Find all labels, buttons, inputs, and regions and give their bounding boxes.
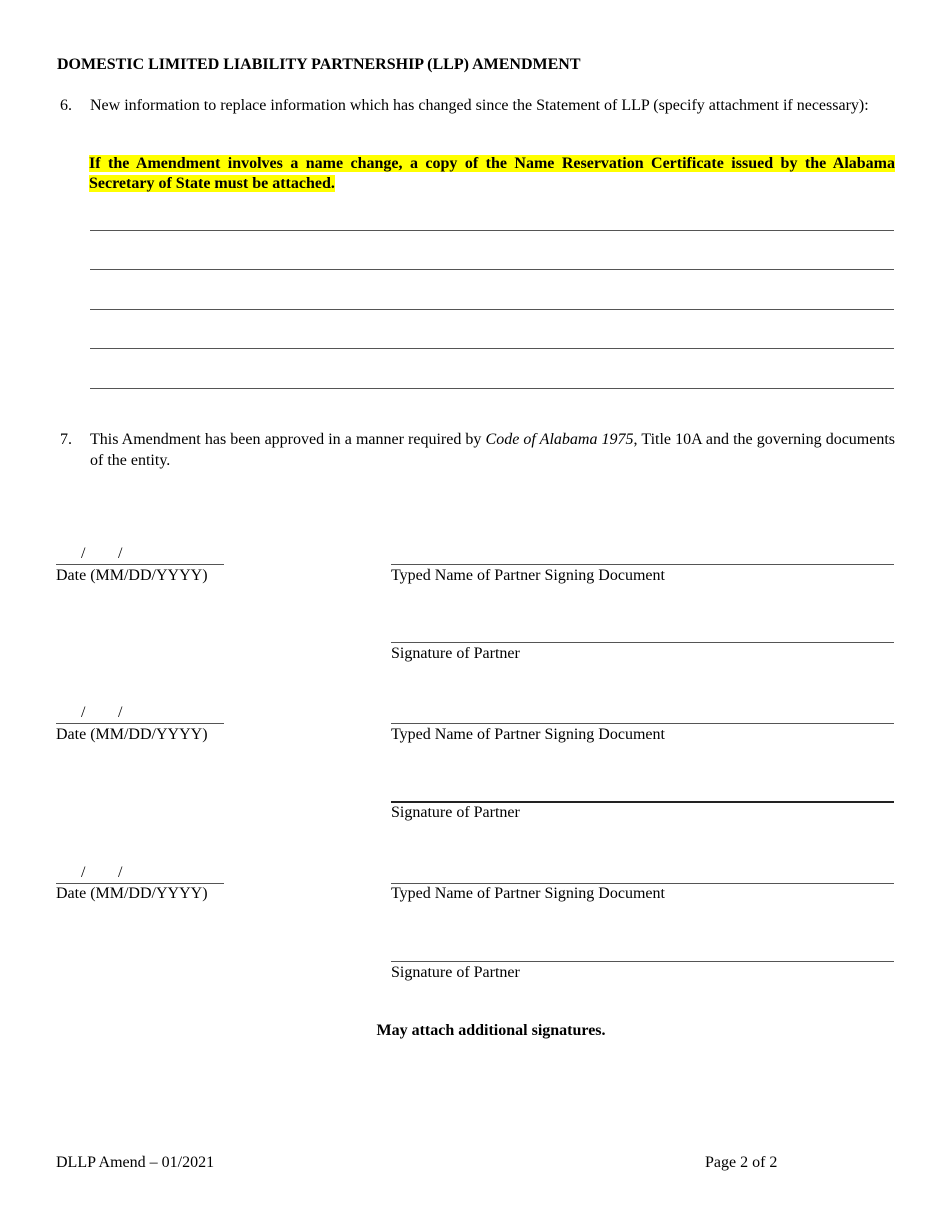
date-slash: / — [118, 545, 123, 562]
item-7-text — [90, 429, 895, 471]
date-label-2: Date (MM/DD/YYYY) — [56, 726, 208, 743]
date-label-3: Date (MM/DD/YYYY) — [56, 885, 208, 902]
date-field-3[interactable] — [56, 864, 224, 884]
typed-name-field-1[interactable] — [391, 564, 894, 565]
date-field-1[interactable] — [56, 545, 224, 565]
typed-name-label-2: Typed Name of Partner Signing Document — [391, 726, 665, 743]
signature-field-2[interactable] — [391, 801, 894, 803]
info-line-3[interactable] — [90, 309, 894, 310]
date-field-2[interactable] — [56, 704, 224, 724]
name-change-notice — [89, 154, 895, 194]
form-title: DOMESTIC LIMITED LIABILITY PARTNERSHIP (LLP) AMENDMENT — [57, 56, 581, 73]
date-line-2 — [56, 723, 224, 724]
signature-label-1: Signature of Partner — [391, 645, 520, 662]
page-number: Page 2 of 2 — [705, 1154, 778, 1171]
date-line-1 — [56, 564, 224, 565]
date-label-1: Date (MM/DD/YYYY) — [56, 567, 208, 584]
signature-label-2: Signature of Partner — [391, 804, 520, 821]
item-6-text: New information to replace information which has changed since the Statement of LLP (specify attachment if necessary): — [90, 97, 869, 114]
date-slash: / — [81, 704, 86, 721]
date-slash: / — [81, 545, 86, 562]
typed-name-label-1: Typed Name of Partner Signing Document — [391, 567, 665, 584]
date-slash: / — [118, 864, 123, 881]
item-7-text-end: , Title 10A and the governing documents of the entity. — [90, 431, 896, 469]
signature-field-1[interactable] — [391, 642, 894, 643]
item-7-text-start: This Amendment has been approved in a manner required by — [90, 431, 486, 448]
name-change-notice-text: If the Amendment involves a name change, a copy of the Name Reservation Certificate issued by the Alabama Secretary of State must be attached. — [89, 155, 895, 192]
item-6 — [60, 95, 895, 116]
info-line-2[interactable] — [90, 269, 894, 270]
info-line-5[interactable] — [90, 388, 894, 389]
signature-field-3[interactable] — [391, 961, 894, 962]
item-6-number: 6. — [60, 97, 72, 114]
typed-name-field-2[interactable] — [391, 723, 894, 724]
form-id: DLLP Amend – 01/2021 — [56, 1154, 215, 1171]
date-line-3 — [56, 883, 224, 884]
additional-signatures-note: May attach additional signatures. — [376, 1022, 606, 1039]
item-7-number: 7. — [60, 431, 72, 448]
code-citation: Code of Alabama 1975 — [485, 431, 634, 448]
date-slash: / — [81, 864, 86, 881]
typed-name-label-3: Typed Name of Partner Signing Document — [391, 885, 665, 902]
item-7 — [60, 429, 895, 471]
date-slash: / — [118, 704, 123, 721]
info-line-1[interactable] — [90, 230, 894, 231]
info-line-4[interactable] — [90, 348, 894, 349]
typed-name-field-3[interactable] — [391, 883, 894, 884]
signature-label-3: Signature of Partner — [391, 964, 520, 981]
